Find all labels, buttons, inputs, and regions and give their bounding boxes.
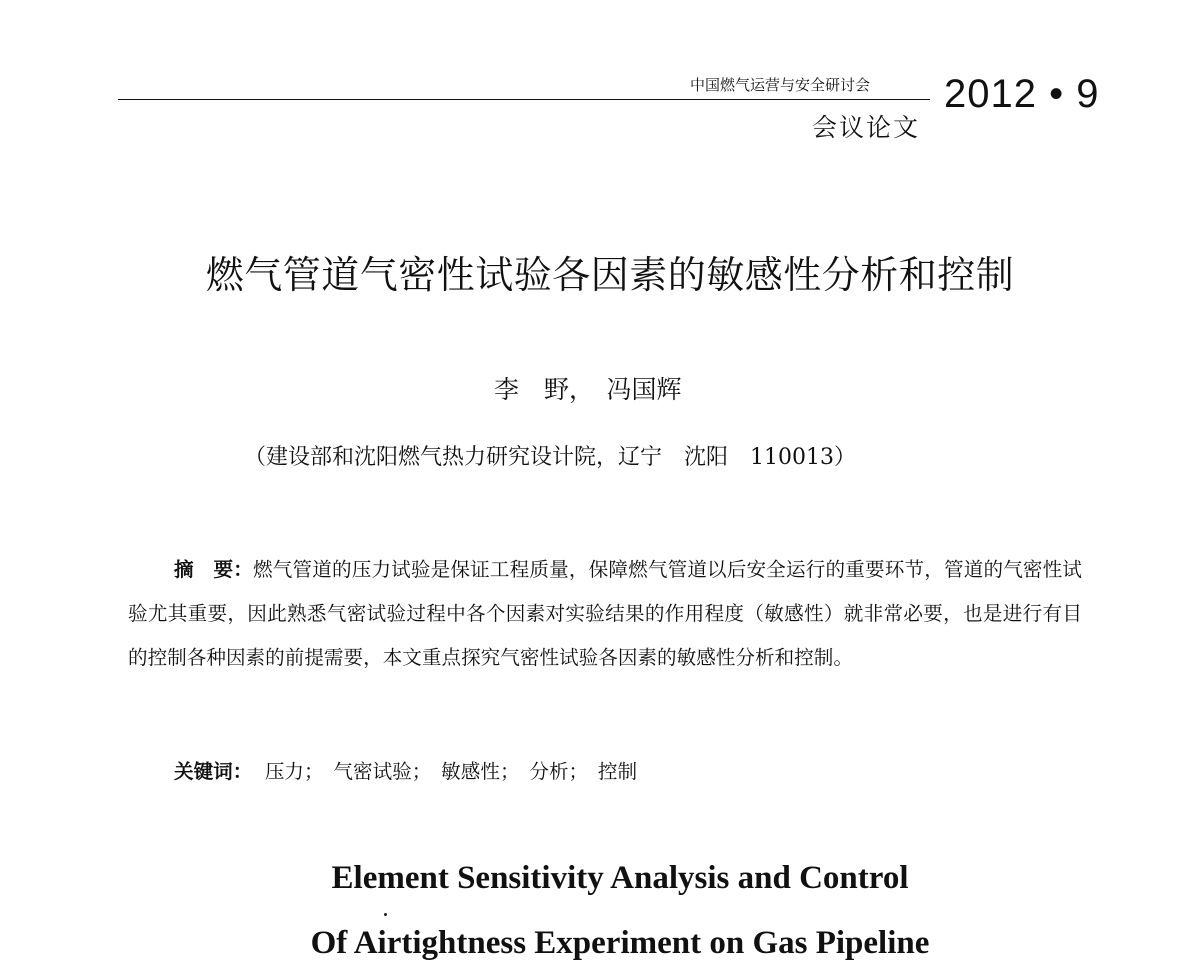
scan-speck: [384, 913, 387, 916]
english-title-line-2: Of Airtightness Experiment on Gas Pipeline: [310, 925, 930, 961]
paper-title: 燃气管道气密性试验各因素的敏感性分析和控制: [205, 253, 1015, 297]
conference-name: 中国燃气运营与安全研讨会: [690, 76, 871, 94]
header-rule: [118, 99, 930, 100]
abstract-label: 摘 要：: [174, 558, 253, 581]
publication-date: 2012 • 9: [944, 72, 1100, 116]
affiliation: （建设部和沈阳燃气热力研究设计院，辽宁 沈阳 110013）: [244, 445, 856, 470]
english-title-line-1: Element Sensitivity Analysis and Control: [331, 860, 909, 896]
authors: 李 野， 冯国辉: [494, 375, 682, 404]
abstract: [128, 548, 1082, 680]
keywords-text: 压力； 气密试验； 敏感性； 分析； 控制: [264, 760, 638, 783]
keywords-label: 关键词：: [174, 760, 253, 783]
abstract-text: 燃气管道的压力试验是保证工程质量，保障燃气管道以后安全运行的重要环节，管道的气密性试验尤其重要，因此熟悉气密试验过程中各个因素对实验结果的作用程度（敏感性）就非常必要，也是进行有目的控制各种因素的前提需要，本文重点探究气密性试验各因素的敏感性分析和控制。: [128, 558, 1083, 669]
document-type: 会议论文: [812, 113, 921, 142]
keywords: [174, 755, 637, 784]
